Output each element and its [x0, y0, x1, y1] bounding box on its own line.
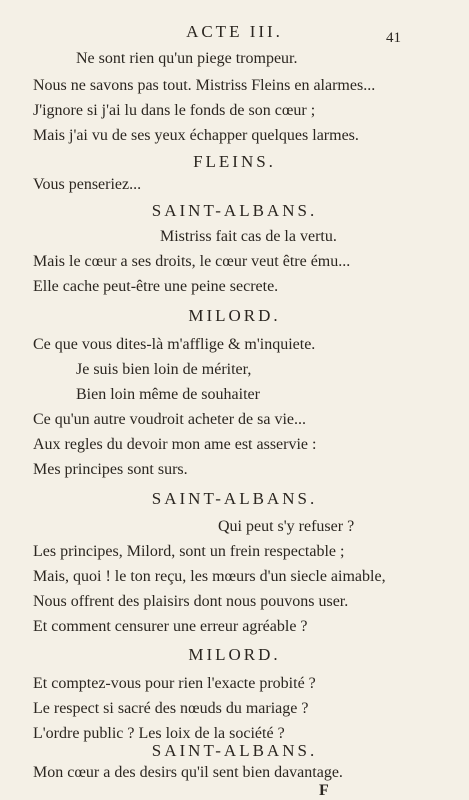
- speaker-name: MILORD.: [188, 306, 281, 325]
- verse-line: L'ordre public ? Les loix de la société ?: [33, 725, 285, 742]
- verse-line: Nous ne savons pas tout. Mistriss Fleins en alarmes...: [33, 77, 376, 94]
- speaker-name: SAINT-ALBANS.: [151, 741, 318, 760]
- verse-line: Mais, quoi ! le ton reçu, les mœurs d'un siecle aimable,: [33, 568, 386, 585]
- speaker-name: SAINT-ALBANS.: [151, 489, 318, 508]
- verse-line: Elle cache peut-être une peine secrete.: [33, 278, 279, 295]
- verse-line: Mes principes sont surs.: [33, 461, 188, 478]
- verse-line: Les principes, Milord, sont un frein respectable ;: [33, 543, 345, 560]
- verse-line: Le respect si sacré des nœuds du mariage ?: [33, 700, 309, 717]
- speaker-name: FLEINS.: [193, 152, 276, 171]
- verse-line: Qui peut s'y refuser ?: [218, 518, 355, 535]
- verse-line: Ce que vous dites-là m'afflige & m'inquiete.: [33, 336, 316, 353]
- verse-line: J'ignore si j'ai lu dans le fonds de son cœur ;: [33, 102, 316, 119]
- speaker-name: MILORD.: [188, 645, 281, 664]
- verse-line: Mistriss fait cas de la vertu.: [160, 228, 337, 245]
- verse-line: Je suis bien loin de mériter,: [76, 361, 252, 378]
- running-header: ACTE III.: [186, 22, 283, 41]
- verse-line: Et comptez-vous pour rien l'exacte probité ?: [33, 675, 316, 692]
- speaker-name: SAINT-ALBANS.: [151, 201, 318, 220]
- verse-line: Mais j'ai vu de ses yeux échapper quelques larmes.: [33, 127, 359, 144]
- page-number: 41: [386, 30, 401, 46]
- verse-line: Mais le cœur a ses droits, le cœur veut être ému...: [33, 253, 351, 270]
- verse-line: Vous penseriez...: [33, 176, 142, 193]
- verse-line: Ce qu'un autre voudroit acheter de sa vie...: [33, 411, 307, 428]
- verse-line: Mon cœur a des desirs qu'il sent bien davantage.: [33, 764, 343, 781]
- verse-line: Aux regles du devoir mon ame est asservie :: [33, 436, 317, 453]
- signature-mark: F: [319, 782, 329, 799]
- verse-line: Bien loin même de souhaiter: [76, 386, 260, 403]
- verse-line: Ne sont rien qu'un piege trompeur.: [76, 50, 298, 67]
- verse-line: Et comment censurer une erreur agréable ?: [33, 618, 308, 635]
- verse-line: Nous offrent des plaisirs dont nous pouvons user.: [33, 593, 349, 610]
